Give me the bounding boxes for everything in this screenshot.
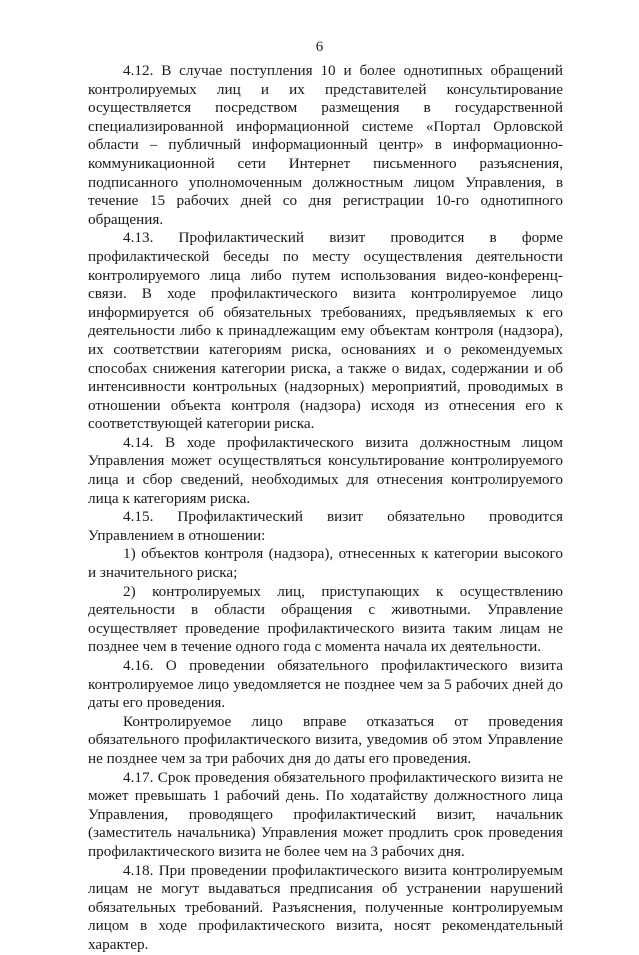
- paragraph-4-16-continued: Контролируемое лицо вправе отказаться от проведения обязательного профилактического визита, уведомив об этом Управление не позднее чем за три рабочих дня до даты его проведения.: [88, 712, 563, 767]
- document-body: [88, 62, 563, 955]
- page-number: 6: [315, 39, 324, 55]
- list-item-2: 2) контролируемых лиц, приступающих к осуществлению деятельности в области обращения с животными. Управление осуществляет проведение профилактического визита таким лицам не позднее чем в течение одного года с момента начала их деятельности.: [88, 582, 563, 656]
- paragraph-4-15: 4.15. Профилактический визит обязательно проводится Управлением в отношении:: [88, 508, 563, 544]
- paragraph-4-13: 4.13. Профилактический визит проводится в форме профилактической беседы по месту осуществления деятельности контролируемого лица либо путем использования видео-конференц-связи. В ходе профилактического визита контролируемое лицо информируется об обязательных требованиях, предъявляемых к его деятельности либо к принадлежащим ему объектам контроля (надзора), их соответствии категориям риска, основаниях и о рекомендуемых способах снижения категории риска, а также о видах, содержании и об интенсивности контрольных (надзорных) мероприятий, проводимых в отношении объекта контроля (надзора) исходя из отнесения его к соответствующей категории риска.: [88, 229, 563, 433]
- paragraph-4-12: 4.12. В случае поступления 10 и более однотипных обращений контролируемых лиц и их представителей консультирование осуществляется посредством размещения в государственной специализированной информационной системе «Портал Орловской области – публичный информационный центр» в информационно-коммуникационной сети Интернет письменного разъяснения, подписанного уполномоченным должностным лицом Управления, в течение 15 рабочих дней со дня регистрации 10-го однотипного обращения.: [88, 62, 563, 228]
- paragraph-4-18: 4.18. При проведении профилактического визита контролируемым лицам не могут выдаваться предписания об устранении нарушений обязательных требований. Разъяснения, полученные контролируемым лицом в ходе профилактического визита, носят рекомендательный характер.: [88, 861, 563, 953]
- paragraph-4-16: 4.16. О проведении обязательного профилактического визита контролируемое лицо уведомляется не позднее чем за 5 рабочих дней до даты его проведения.: [88, 657, 563, 712]
- paragraph-4-17: 4.17. Срок проведения обязательного профилактического визита не может превышать 1 рабочий день. По ходатайству должностного лица Управления, проводящего профилактический визит, начальник (заместитель начальника) Управления может продлить срок проведения профилактического визита не более чем на 3 рабочих дня.: [88, 768, 563, 860]
- paragraph-4-14: 4.14. В ходе профилактического визита должностным лицом Управления может осуществляться консультирование контролируемого лица и сбор сведений, необходимых для отнесения контролируемого лица к категориям риска.: [88, 433, 563, 507]
- list-item-1: 1) объектов контроля (надзора), отнесенных к категории высокого и значительного риска;: [88, 545, 563, 582]
